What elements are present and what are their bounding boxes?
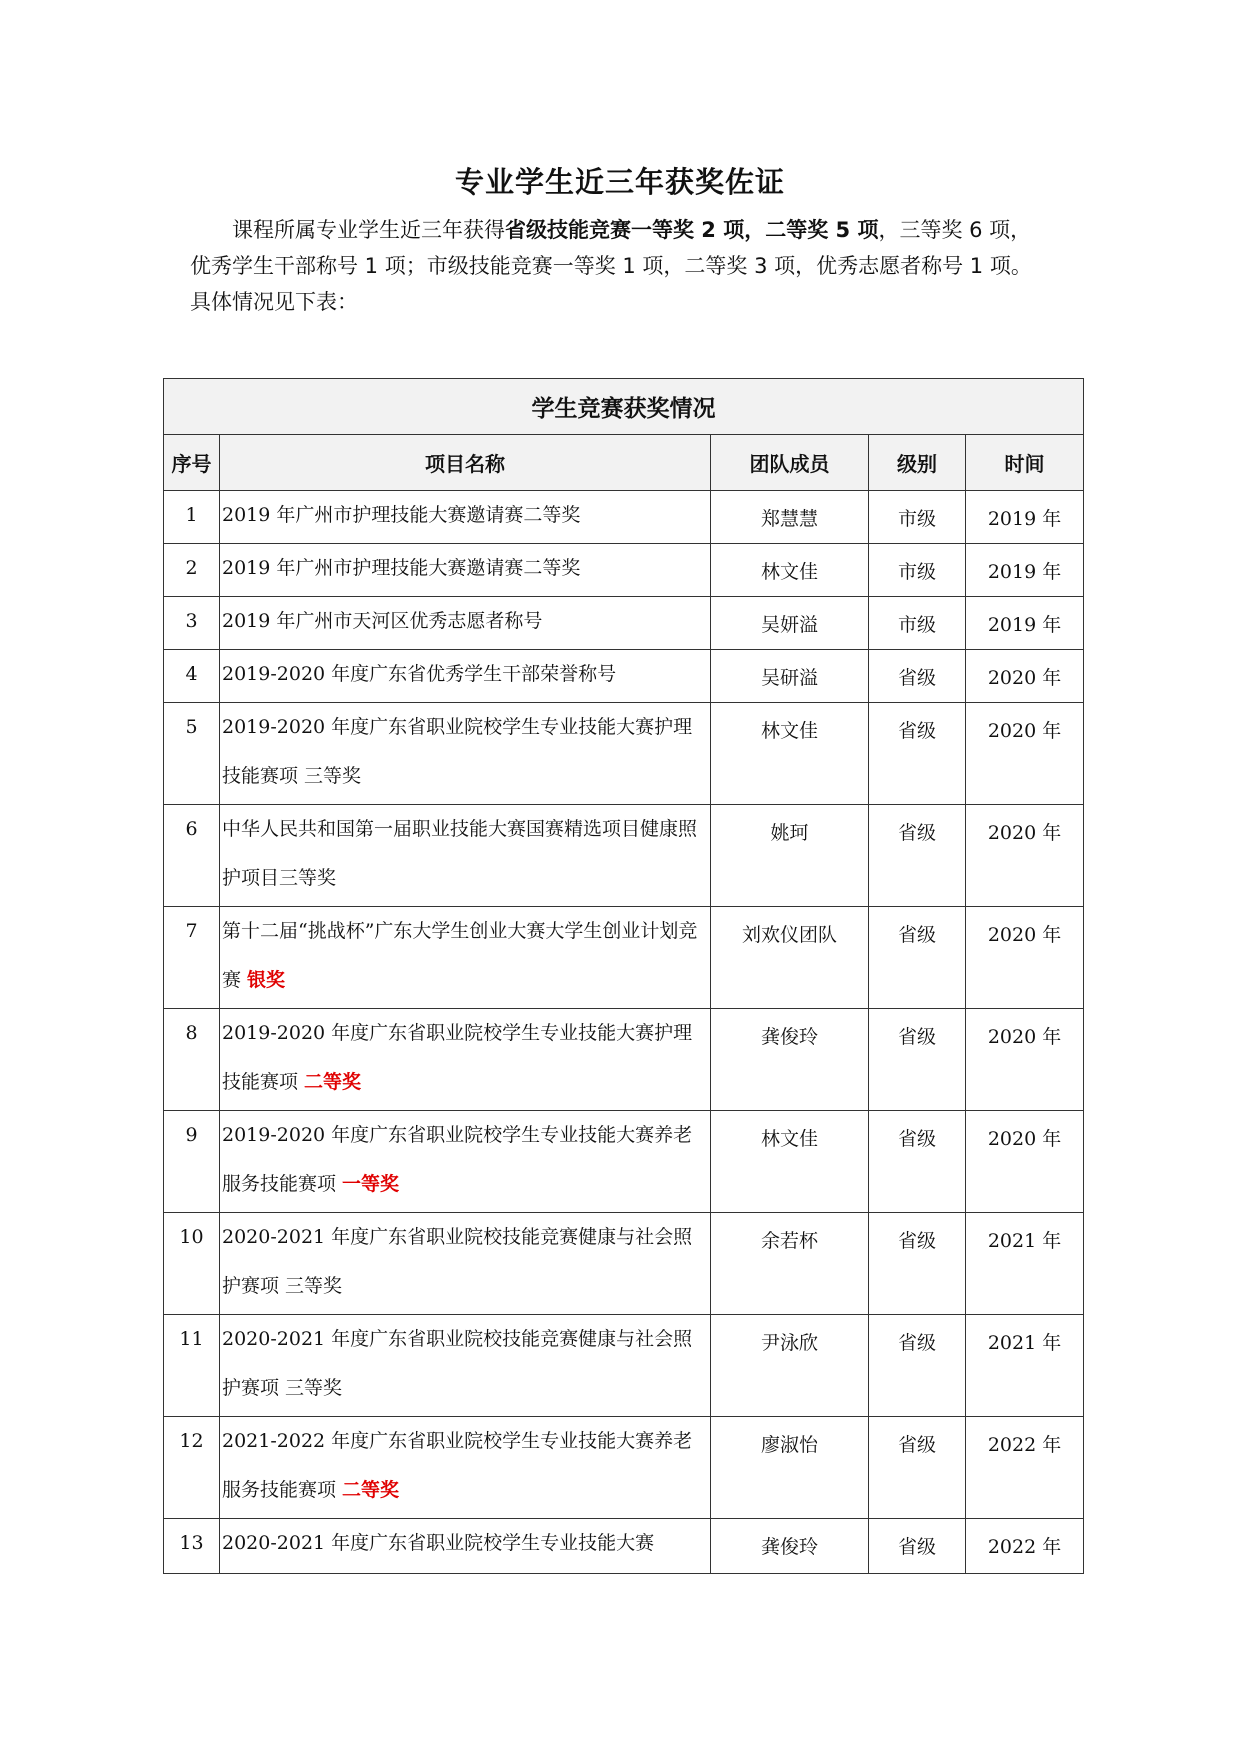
project-name-text: 2019 年广州市天河区优秀志愿者称号: [222, 610, 543, 632]
award-highlight: 一等奖: [342, 1173, 400, 1195]
cell-level: 省级: [869, 703, 966, 805]
cell-time: 2020 年: [966, 1111, 1084, 1213]
cell-level: 省级: [869, 1009, 966, 1111]
awards-table-container: [163, 378, 1083, 1574]
table-row: [164, 1213, 1084, 1315]
cell-number: 3: [164, 597, 220, 650]
cell-level: 市级: [869, 491, 966, 544]
cell-level: 省级: [869, 1417, 966, 1519]
cell-project-name: [220, 805, 711, 907]
cell-team-members: 吴妍溢: [711, 597, 869, 650]
cell-time: 2019 年: [966, 544, 1084, 597]
table-row: [164, 907, 1084, 1009]
cell-time: 2020 年: [966, 805, 1084, 907]
cell-number: 5: [164, 703, 220, 805]
cell-project-name: [220, 1417, 711, 1519]
project-name-text: 2019-2020 年度广东省优秀学生干部荣誉称号: [222, 663, 617, 685]
project-name-text: 2020-2021 年度广东省职业院校学生专业技能大赛: [222, 1532, 655, 1554]
cell-number: 12: [164, 1417, 220, 1519]
intro-text-2: ，三等奖 6 项，: [878, 218, 1032, 242]
table-row: [164, 1111, 1084, 1213]
table-row: [164, 805, 1084, 907]
cell-project-name: [220, 1009, 711, 1111]
cell-time: 2019 年: [966, 597, 1084, 650]
intro-line-3: 具体情况见下表：: [190, 290, 358, 314]
cell-team-members: 吴研溢: [711, 650, 869, 703]
page-title: 专业学生近三年获奖佐证: [454, 165, 785, 199]
cell-project-name: [220, 1111, 711, 1213]
cell-team-members: 林文佳: [711, 1111, 869, 1213]
cell-number: 7: [164, 907, 220, 1009]
cell-time: 2021 年: [966, 1315, 1084, 1417]
table-row: [164, 597, 1084, 650]
cell-number: 13: [164, 1519, 220, 1574]
project-name-text: 2019-2020 年度广东省职业院校学生专业技能大赛养老服务技能赛项: [222, 1124, 693, 1195]
cell-number: 10: [164, 1213, 220, 1315]
award-highlight: 二等奖: [304, 1071, 362, 1093]
cell-level: 省级: [869, 1519, 966, 1574]
project-name-text: 2020-2021 年度广东省职业院校技能竞赛健康与社会照护赛项 三等奖: [222, 1328, 693, 1399]
cell-team-members: 龚俊玲: [711, 1519, 869, 1574]
project-name-text: 2020-2021 年度广东省职业院校技能竞赛健康与社会照护赛项 三等奖: [222, 1226, 693, 1297]
cell-team-members: 廖淑怡: [711, 1417, 869, 1519]
table-row: [164, 1009, 1084, 1111]
cell-number: 6: [164, 805, 220, 907]
cell-number: 4: [164, 650, 220, 703]
cell-project-name: [220, 597, 711, 650]
cell-team-members: 林文佳: [711, 544, 869, 597]
award-highlight: 银奖: [247, 969, 286, 991]
cell-level: 省级: [869, 805, 966, 907]
header-time: 时间: [966, 435, 1084, 491]
cell-level: 省级: [869, 1213, 966, 1315]
cell-number: 2: [164, 544, 220, 597]
cell-time: 2022 年: [966, 1417, 1084, 1519]
cell-time: 2022 年: [966, 1519, 1084, 1574]
cell-project-name: [220, 1519, 711, 1574]
cell-time: 2020 年: [966, 1009, 1084, 1111]
cell-number: 9: [164, 1111, 220, 1213]
table-caption: 学生竞赛获奖情况: [164, 379, 1084, 435]
project-name-text: 中华人民共和国第一届职业技能大赛国赛精选项目健康照护项目三等奖: [222, 818, 698, 889]
cell-time: 2021 年: [966, 1213, 1084, 1315]
project-name-text: 第十二届“挑战杯”广东大学生创业大赛大学生创业计划竞赛: [222, 920, 698, 991]
cell-project-name: [220, 703, 711, 805]
intro-paragraph: [190, 212, 1070, 320]
intro-text-1: 课程所属专业学生近三年获得: [232, 218, 505, 242]
header-level: 级别: [869, 435, 966, 491]
intro-bold-text: 省级技能竞赛一等奖 2 项，二等奖 5 项: [505, 218, 879, 242]
cell-team-members: 郑慧慧: [711, 491, 869, 544]
table-row: [164, 703, 1084, 805]
table-row: [164, 650, 1084, 703]
table-row: [164, 1315, 1084, 1417]
intro-line-1: [190, 212, 1070, 248]
project-name-text: 2019-2020 年度广东省职业院校学生专业技能大赛护理技能赛项: [222, 1022, 693, 1093]
table-row: [164, 544, 1084, 597]
cell-team-members: 尹泳欣: [711, 1315, 869, 1417]
cell-level: 省级: [869, 650, 966, 703]
cell-number: 1: [164, 491, 220, 544]
cell-time: 2020 年: [966, 650, 1084, 703]
table-row: [164, 1519, 1084, 1574]
cell-time: 2020 年: [966, 907, 1084, 1009]
cell-level: 省级: [869, 1111, 966, 1213]
cell-project-name: [220, 907, 711, 1009]
header-project-name: 项目名称: [220, 435, 711, 491]
cell-level: 市级: [869, 544, 966, 597]
project-name-text: 2019 年广州市护理技能大赛邀请赛二等奖: [222, 557, 581, 579]
table-caption-row: [164, 379, 1084, 435]
cell-project-name: [220, 544, 711, 597]
project-name-text: 2019 年广州市护理技能大赛邀请赛二等奖: [222, 504, 581, 526]
project-name-text: 2019-2020 年度广东省职业院校学生专业技能大赛护理技能赛项 三等奖: [222, 716, 693, 787]
table-row: [164, 491, 1084, 544]
cell-level: 市级: [869, 597, 966, 650]
intro-line-2: 优秀学生干部称号 1 项；市级技能竞赛一等奖 1 项，二等奖 3 项，优秀志愿者称号 1 项。: [190, 254, 1032, 278]
cell-project-name: [220, 1315, 711, 1417]
award-highlight: 二等奖: [342, 1479, 400, 1501]
awards-table: [163, 378, 1084, 1574]
cell-team-members: 姚珂: [711, 805, 869, 907]
header-team-members: 团队成员: [711, 435, 869, 491]
cell-number: 8: [164, 1009, 220, 1111]
project-name-text: 2021-2022 年度广东省职业院校学生专业技能大赛养老服务技能赛项: [222, 1430, 693, 1501]
table-header-row: [164, 435, 1084, 491]
cell-time: 2020 年: [966, 703, 1084, 805]
cell-team-members: 余若杯: [711, 1213, 869, 1315]
cell-team-members: 刘欢仪团队: [711, 907, 869, 1009]
cell-project-name: [220, 491, 711, 544]
cell-team-members: 龚俊玲: [711, 1009, 869, 1111]
header-number: 序号: [164, 435, 220, 491]
cell-project-name: [220, 650, 711, 703]
cell-time: 2019 年: [966, 491, 1084, 544]
cell-level: 省级: [869, 907, 966, 1009]
cell-number: 11: [164, 1315, 220, 1417]
table-row: [164, 1417, 1084, 1519]
cell-project-name: [220, 1213, 711, 1315]
cell-level: 省级: [869, 1315, 966, 1417]
cell-team-members: 林文佳: [711, 703, 869, 805]
